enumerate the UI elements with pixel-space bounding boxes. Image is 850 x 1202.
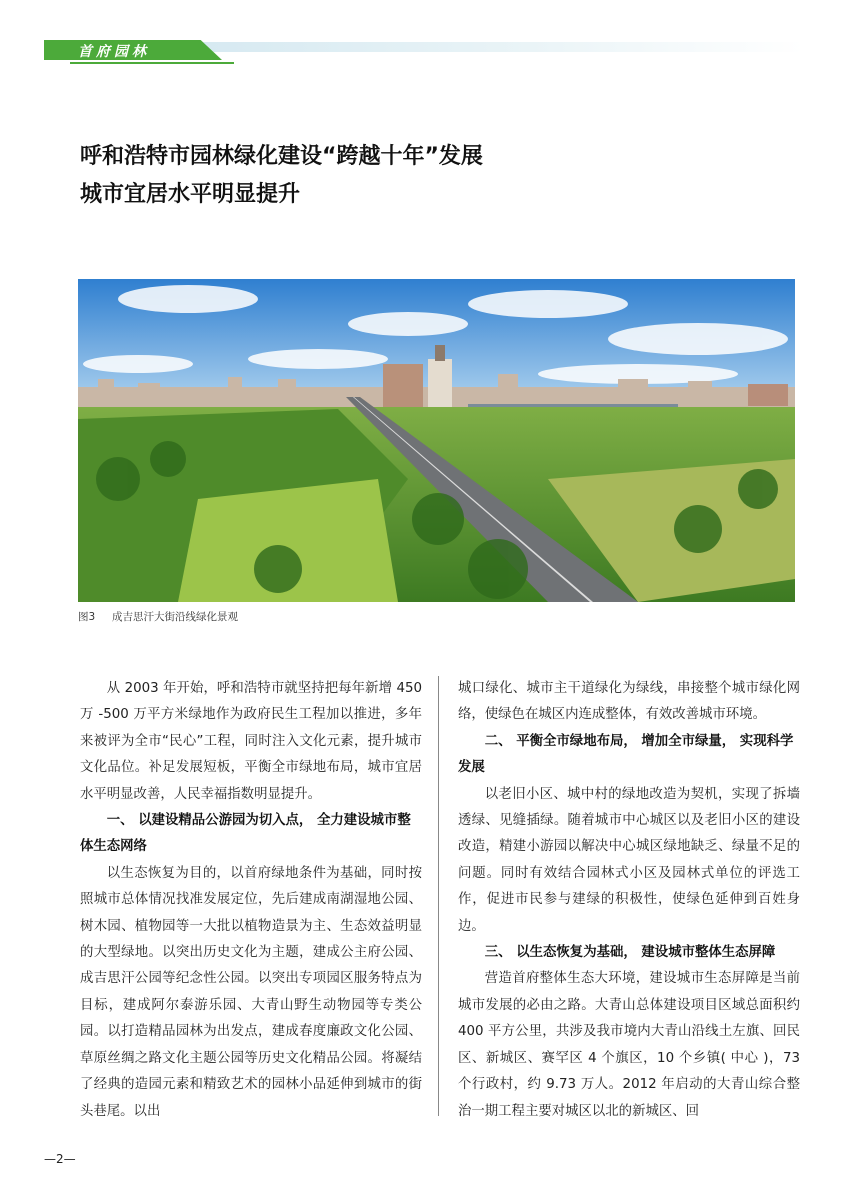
column-divider (438, 676, 439, 1116)
section-heading: 二、 平衡全市绿地布局， 增加全市绿量， 实现科学发展 (458, 733, 794, 776)
article-title (80, 138, 780, 214)
section-banner (44, 40, 804, 66)
section-title: 首府园林 (78, 44, 150, 60)
paragraph-continued: 城口绿化、城市主干道绿化为绿线，串接整个城市绿化网络，使绿色在城区内连成整体，有效改善城市环境。 (458, 681, 800, 723)
paragraph: 从 2003 年开始，呼和浩特市就坚持把每年新增 450 万 -500 万平方米绿地作为政府民生工程加以推进，多年来被评为全市“民心”工程，同时注入文化元素，提升城市文化品位。补足发展短板，平衡全市绿地布局，城市宜居水平明显改善，人民幸福指数明显提升。 (80, 681, 422, 802)
left-column (80, 676, 422, 1125)
section-heading: 三、 以生态恢复为基础， 建设城市整体生态屏障 (484, 945, 776, 961)
banner-underline (70, 62, 234, 64)
paragraph: 营造首府整体生态大环境，建设城市生态屏障是当前城市发展的必由之路。大青山总体建设项目区域总面积约 400 平方公里，共涉及我市境内大青山沿线土左旗、回民区、新城区、赛罕区 4 个旗区，10 个乡镇( 中心 )，73 个行政村，约 9.73 万人。2012 年启动的大青山综合整治一期工程主要对城区以北的新城区、回 (458, 971, 800, 1119)
figure-caption-text: 成吉思汗大街沿线绿化景观 (112, 611, 238, 623)
article-title-line-2: 城市宜居水平明显提升 (80, 182, 301, 207)
section-heading: 一、 以建设精品公游园为切入点， 全力建设城市整体生态网络 (80, 813, 411, 855)
city-landscape-photo (78, 279, 795, 602)
banner-gradient-strip (194, 42, 804, 52)
paragraph: 以老旧小区、城中村的绿地改造为契机，实现了拆墙透绿、见缝插绿。随着城市中心城区以及老旧小区的建设改造，精建小游园以解决中心城区绿地缺乏、绿量不足的问题。同时有效结合园林式小区及园林式单位的评选工作，促进市民参与建绿的积极性，使绿色延伸到百姓身边。 (458, 786, 800, 934)
article-title-line-1: 呼和浩特市园林绿化建设“跨越十年”发展 (80, 144, 483, 169)
page-number: —2— (44, 1152, 76, 1166)
figure-caption (78, 609, 238, 624)
paragraph: 以生态恢复为目的，以首府绿地条件为基础，同时按照城市总体情况找准发展定位，先后建成南湖湿地公园、树木园、植物园等一大批以植物造景为主、生态效益明显的大型绿地。以突出历史文化为主题，建成公主府公园、成吉思汗公园等纪念性公园。以突出专项园区服务特点为目标，建成阿尔泰游乐园、大青山野生动物园等专类公园。以打造精品园林为出发点，建成春度廉政文化公园、草原丝绸之路文化主题公园等历史文化精品公园。将凝结了经典的造园元素和精致艺术的园林小品延伸到城市的街头巷尾。以出 (80, 865, 422, 1119)
right-column (458, 676, 800, 1125)
figure-label: 图3 (78, 611, 96, 623)
